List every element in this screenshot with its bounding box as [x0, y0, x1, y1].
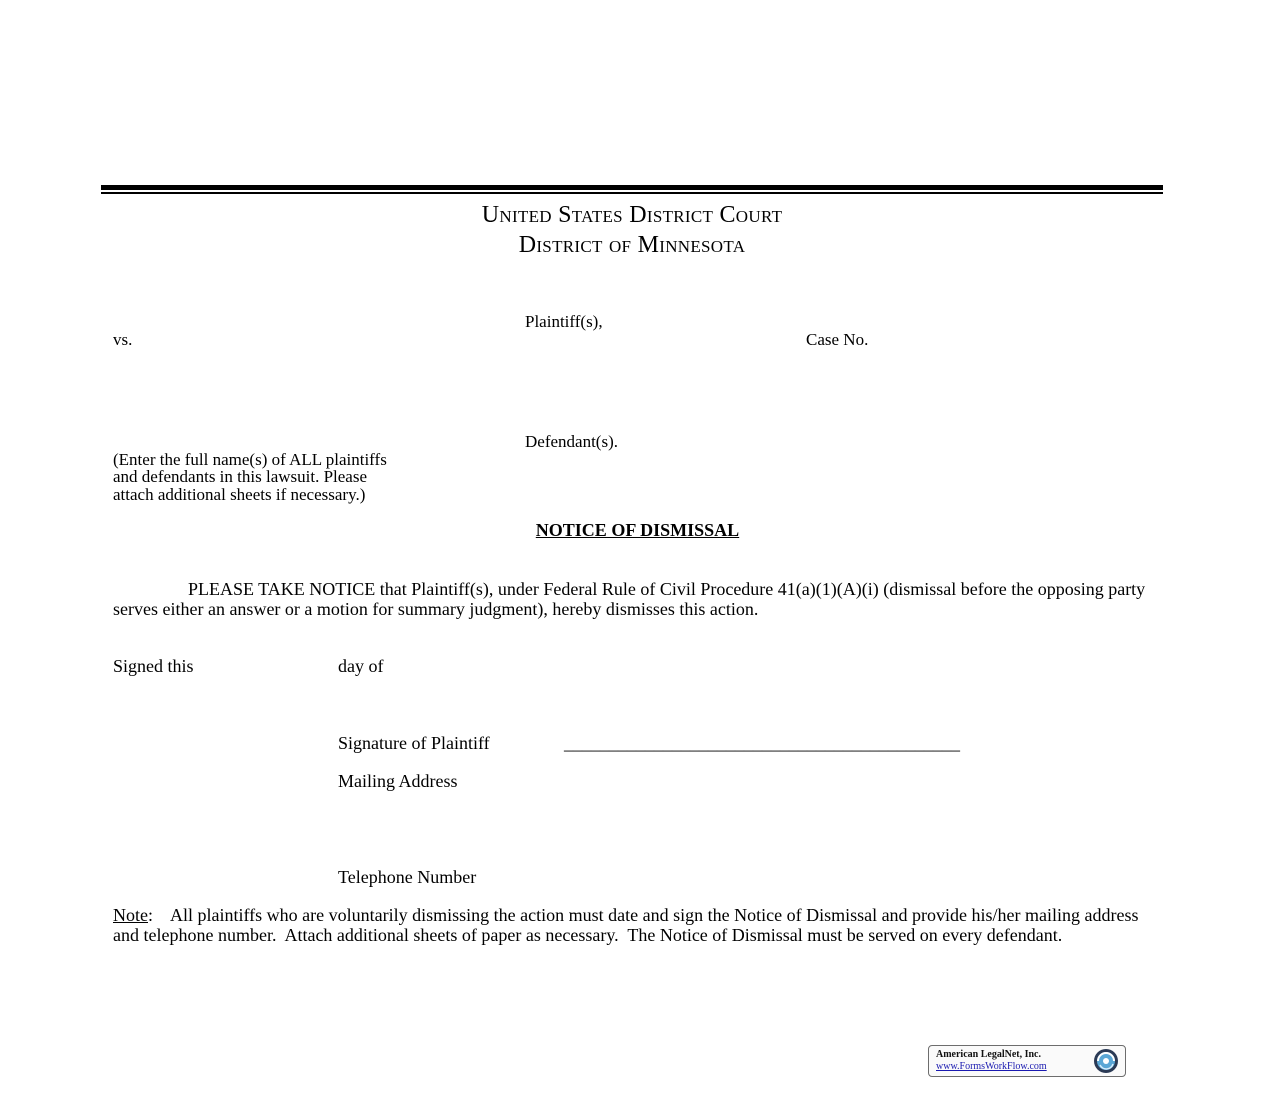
- header-rule-thin: [101, 192, 1163, 194]
- signed-this-label: Signed this: [113, 656, 194, 676]
- mailing-address-label: Mailing Address: [338, 771, 458, 791]
- logo-company-name: American LegalNet, Inc.: [936, 1049, 1041, 1060]
- header-rule-thick: [101, 185, 1163, 190]
- note-text: : All plaintiffs who are voluntarily dismissing the action must date and sign the Notice of Dismissal and provide his/her mailing address and telephone number. Attach additional sheets of paper as necessary. The Notice of Dismissal must be served on every defendant.: [113, 905, 1144, 945]
- note-label: Note: [113, 905, 148, 925]
- signature-line: ____________________________________________: [564, 733, 960, 753]
- court-district: District of Minnesota: [518, 232, 746, 258]
- notice-paragraph: [113, 580, 1165, 619]
- day-of-label: day of: [338, 656, 384, 676]
- signature-label: Signature of Plaintiff: [338, 733, 490, 753]
- notice-lead: PLEASE TAKE NOTICE: [188, 579, 376, 599]
- globe-logo-icon: [1088, 1047, 1122, 1075]
- case-number-label: Case No.: [806, 330, 869, 349]
- defendants-label: Defendant(s).: [525, 432, 618, 451]
- plaintiffs-label: Plaintiff(s),: [525, 312, 603, 331]
- caption-instruction-line: attach additional sheets if necessary.): [113, 485, 366, 504]
- notice-body: that Plaintiff(s), under Federal Rule of Civil Procedure 41(a)(1)(A)(i) (dismissal before the opposing party serves either an answer or a motion for summary judgment), hereby dismisses this action.: [113, 579, 1146, 619]
- logo-url-link[interactable]: www.FormsWorkFlow.com: [936, 1061, 1047, 1072]
- footer-logo[interactable]: [928, 1045, 1126, 1077]
- telephone-label: Telephone Number: [338, 867, 477, 887]
- court-name: United States District Court: [481, 202, 783, 228]
- vs-label: vs.: [113, 330, 133, 349]
- note-paragraph: [113, 906, 1165, 945]
- notice-title: NOTICE OF DISMISSAL: [535, 520, 740, 540]
- caption-instruction-line: and defendants in this lawsuit. Please: [113, 467, 368, 486]
- caption-instruction-line: (Enter the full name(s) of ALL plaintiffs: [113, 450, 387, 469]
